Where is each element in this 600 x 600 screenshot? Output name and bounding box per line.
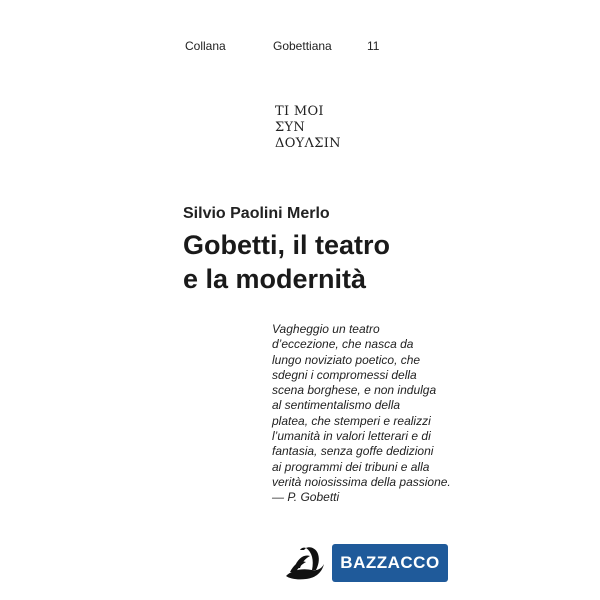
- quote-line: fantasia, senza goffe dedizioni: [272, 444, 434, 459]
- motto-line: ΣΥΝ: [275, 120, 306, 135]
- series-label: Collana: [185, 39, 226, 53]
- title-line: Gobetti, il teatro: [183, 230, 391, 260]
- motto-line: ΔΟΥΛΣΙΝ: [275, 136, 341, 151]
- quote-line: l’umanità in valori letterari e di: [272, 429, 431, 444]
- author-name: Silvio Paolini Merlo: [183, 205, 330, 222]
- book-title: [183, 228, 390, 296]
- quote-line: al sentimentalismo della: [272, 398, 401, 413]
- quote-line: ai programmi dei tribuni e alla: [272, 459, 430, 474]
- motto-line: ΤΙ ΜΟΙ: [275, 104, 324, 119]
- title-line: e la modernità: [183, 264, 367, 294]
- quote-line: lungo noviziato poetico, che: [272, 352, 421, 367]
- quote-line: d’eccezione, che nasca da: [272, 337, 414, 352]
- quote-line: Vagheggio un teatro: [272, 322, 380, 336]
- quote-line: sdegni i compromessi della: [272, 367, 417, 382]
- series-number: 11: [367, 39, 380, 53]
- quote-line: platea, che stemperi e realizzi: [272, 413, 431, 428]
- series-name: Gobettiana: [273, 39, 332, 53]
- quote-line: scena borghese, e non indulga: [272, 383, 437, 398]
- publisher-logo: BAZZACCO: [332, 544, 448, 582]
- quote-line: verità noiosissima della passione.: [272, 474, 451, 489]
- swan-icon: [282, 542, 328, 584]
- epigraph-quote: [272, 322, 451, 506]
- quote-attribution: — P. Gobetti: [272, 490, 340, 505]
- greek-motto: [275, 104, 341, 152]
